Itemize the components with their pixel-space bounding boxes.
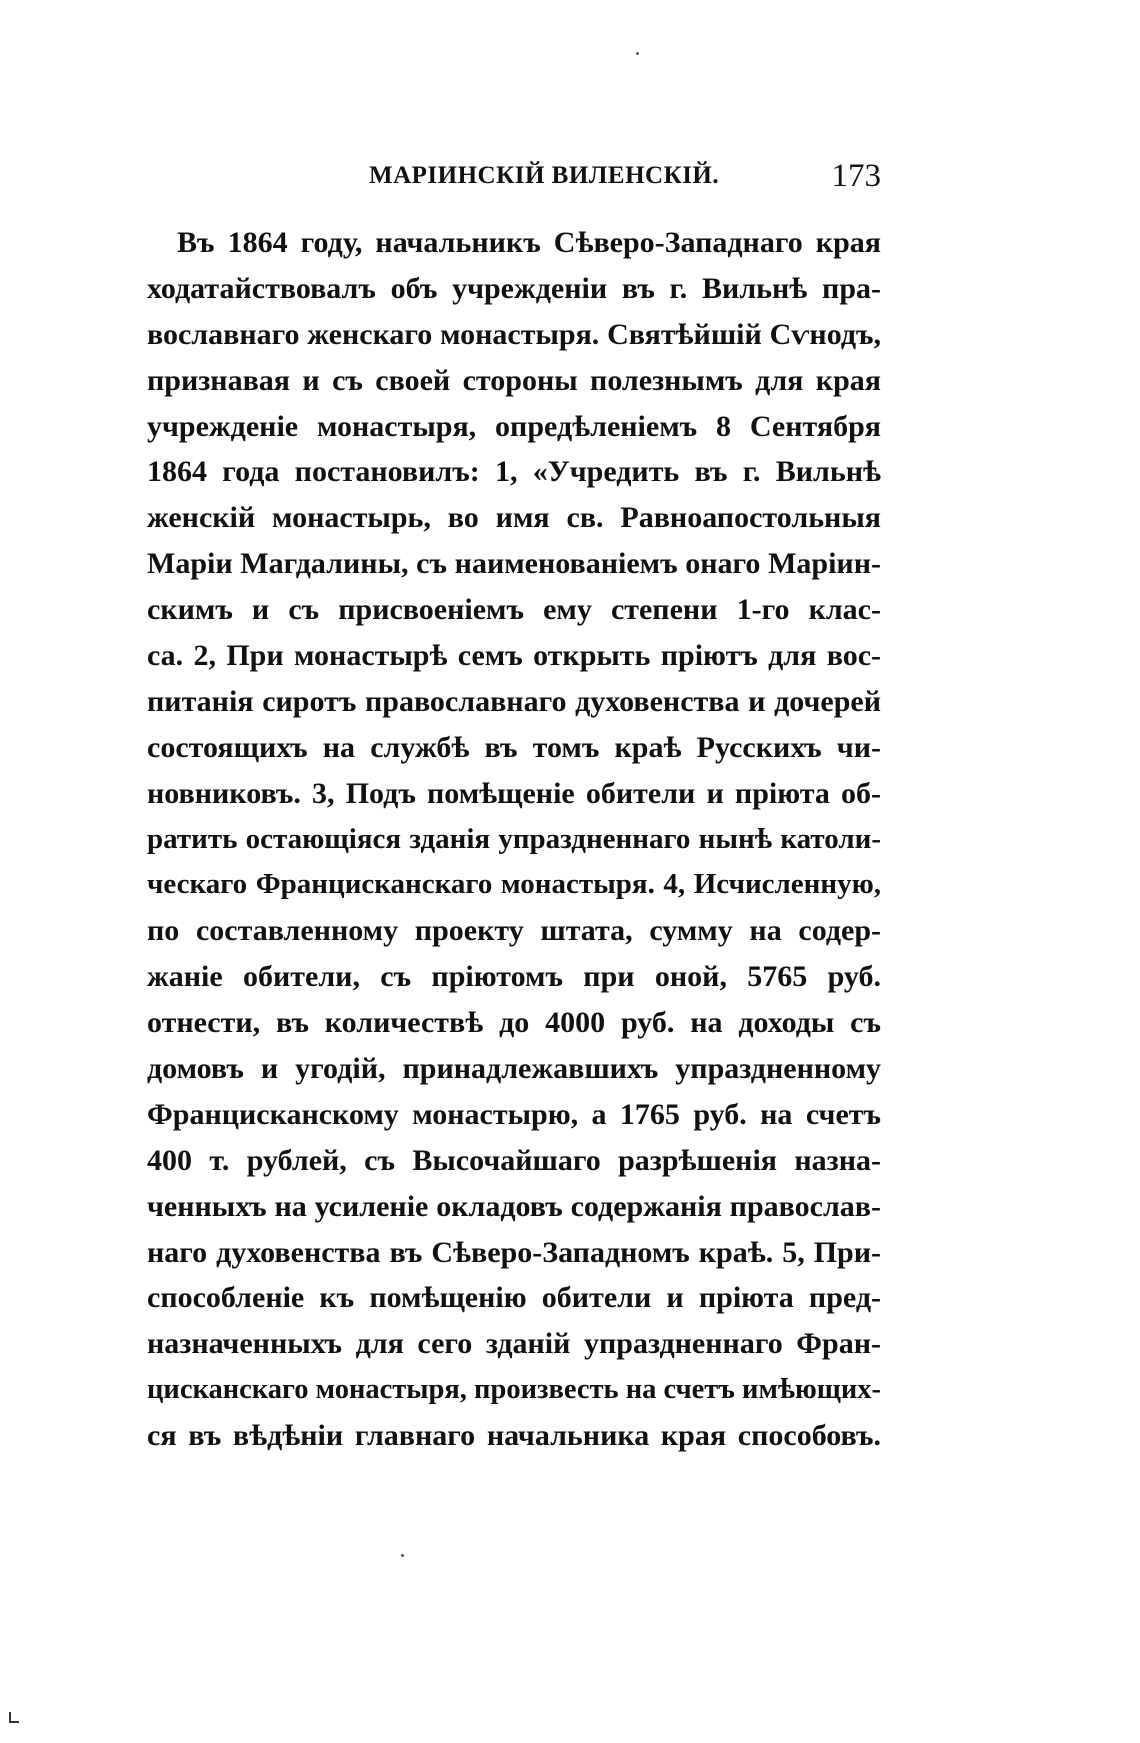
text-line: цисканскаго монастыря, произвесть на счетъ имѣющих- <box>147 1374 881 1406</box>
text-line: ратить остающіяся зданія упраздненнаго нынѣ католи- <box>147 822 881 855</box>
text-line: учрежденіе монастыря, опредѣленіемъ 8 Сентября <box>147 409 881 443</box>
paragraph <box>147 220 881 1459</box>
text-line: вославнаго женскаго монастыря. Святѣйшій Сѵнодъ, <box>147 317 881 351</box>
scan-speck <box>636 52 639 55</box>
text-line: назначенныхъ для сего зданій упраздненнаго Фран- <box>147 1327 881 1361</box>
text-line: наго духовенства въ Сѣверо-Западномъ краѣ. 5, При- <box>147 1235 881 1269</box>
running-title: МАРІИНСКІЙ ВИЛЕНСКІЙ. <box>369 162 720 189</box>
text-line: состоящихъ на службѣ въ томъ краѣ Русскихъ чи- <box>147 730 881 764</box>
scan-corner-mark <box>9 1712 19 1723</box>
text-line: жаніе обители, съ пріютомъ при оной, 5765 руб. <box>147 960 881 994</box>
text-line: признавая и съ своей стороны полезнымъ для края <box>147 363 881 397</box>
text-line: домовъ и угодій, принадлежавшихъ упраздненному <box>147 1052 881 1086</box>
text-line: способленіе къ помѣщенію обители и пріюта пред- <box>147 1281 881 1315</box>
text-line: питанія сиротъ православнаго духовенства и дочерей <box>147 684 881 718</box>
text-line: Маріи Магдалины, съ наименованіемъ онаго Маріин- <box>147 547 881 581</box>
running-head <box>147 158 881 202</box>
text-line: отнести, въ количествѣ до 4000 руб. на доходы съ <box>147 1006 881 1040</box>
text-line: скимъ и съ присвоеніемъ ему степени 1-го клас- <box>147 593 881 627</box>
text-line: Францисканскому монастырю, а 1765 руб. на счетъ <box>147 1097 881 1131</box>
page-number: 173 <box>831 158 881 194</box>
text-line: 400 т. рублей, съ Высочайшаго разрѣшенія назна- <box>147 1143 881 1177</box>
text-line: ческаго Францисканскаго монастыря. 4, Исчисленную, <box>147 868 881 901</box>
text-line: са. 2, При монастырѣ семъ открыть пріютъ для вос- <box>147 639 881 673</box>
text-line: ся въ вѣдѣніи главнаго начальника края способовъ. <box>147 1419 881 1453</box>
text-line: по составленному проекту штата, сумму на содер- <box>147 914 881 948</box>
text-line: женскій монастырь, во имя св. Равноапостольныя <box>147 501 881 535</box>
scan-speck <box>401 1554 404 1557</box>
text-line: ходатайствовалъ объ учрежденіи въ г. Вильнѣ пра- <box>147 271 881 305</box>
text-line: новниковъ. 3, Подъ помѣщеніе обители и пріюта об- <box>147 776 881 810</box>
text-line: 1864 года постановилъ: 1, «Учредить въ г. Вильнѣ <box>147 455 881 489</box>
text-line: Въ 1864 году, начальникъ Сѣверо-Западнаго края <box>177 226 881 259</box>
text-line: ченныхъ на усиленіе окладовъ содержанія православ- <box>147 1189 881 1223</box>
